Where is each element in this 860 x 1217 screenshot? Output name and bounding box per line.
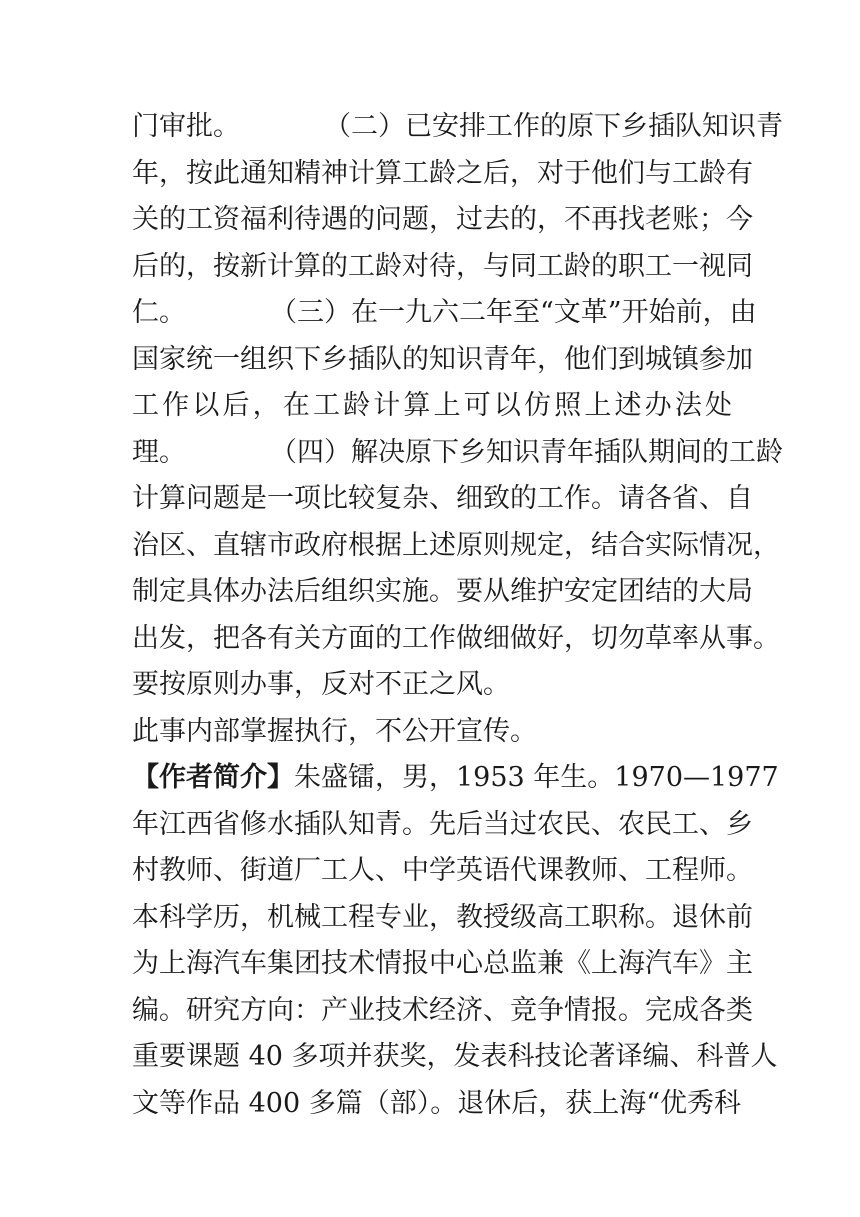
text-line-11: 制定具体办法后组织实施。要从维护安定团结的大局 bbox=[132, 576, 753, 607]
text-line-14: 此事内部掌握执行，不公开宣传。 bbox=[132, 715, 537, 747]
text-line-6: 国家统一组织下乡插队的知识青年，他们到城镇参加 bbox=[132, 343, 753, 375]
body-text bbox=[132, 104, 783, 1127]
line-1-head: 门审批。 bbox=[132, 111, 240, 142]
text-line-21: 重要课题 40 多项并获奖，发表科技论著译编、科普人 bbox=[132, 1041, 778, 1072]
text-line-7: 工作以后，在工龄计算上可以仿照上述办法处 bbox=[132, 390, 732, 421]
line-5-tail: （三）在一九六二年至“文革”开始前，由 bbox=[270, 297, 757, 328]
text-line-13: 要按原则办事，反对不正之风。 bbox=[132, 669, 510, 700]
line-8-head: 理。 bbox=[132, 436, 186, 468]
text-line-17: 村教师、街道厂工人、中学英语代课教师、工程师。 bbox=[132, 855, 753, 886]
text-line-16: 年江西省修水插队知青。先后当过农民、农民工、乡 bbox=[132, 808, 753, 840]
text-line-2: 年，按此通知精神计算工龄之后，对于他们与工龄有 bbox=[132, 157, 753, 189]
line-5-head: 仁。 bbox=[132, 297, 186, 328]
text-line-3: 关的工资福利待遇的问题，过去的，不再找老账；今 bbox=[132, 204, 753, 235]
text-line-20: 编。研究方向：产业技术经济、竞争情报。完成各类 bbox=[132, 994, 753, 1026]
author-bio-heading-line bbox=[132, 755, 779, 802]
text-line-5 bbox=[132, 290, 757, 337]
author-bio-label: 【作者简介】 bbox=[132, 762, 294, 793]
line-1-tail: （二）已安排工作的原下乡插队知识青 bbox=[324, 111, 783, 142]
line-8-tail: （四）解决原下乡知识青年插队期间的工龄 bbox=[270, 436, 783, 468]
text-line-10: 治区、直辖市政府根据上述原则规定，结合实际情况， bbox=[132, 529, 780, 561]
text-line-1 bbox=[132, 104, 783, 151]
author-bio-first-line: 朱盛镭，男，1953 年生。1970—1977 bbox=[294, 762, 779, 793]
text-line-19: 为上海汽车集团技术情报中心总监兼《上海汽车》主 bbox=[132, 948, 753, 979]
text-line-22: 文等作品 400 多篇（部）。退休后，获上海“优秀科 bbox=[132, 1087, 742, 1119]
text-line-8 bbox=[132, 430, 783, 477]
text-line-4: 后的，按新计算的工龄对待，与同工龄的职工一视同 bbox=[132, 250, 753, 282]
text-line-9: 计算问题是一项比较复杂、细致的工作。请各省、自 bbox=[132, 483, 753, 514]
text-line-18: 本科学历，机械工程专业，教授级高工职称。退休前 bbox=[132, 901, 753, 933]
text-line-12: 出发，把各有关方面的工作做细做好，切勿草率从事。 bbox=[132, 622, 780, 654]
